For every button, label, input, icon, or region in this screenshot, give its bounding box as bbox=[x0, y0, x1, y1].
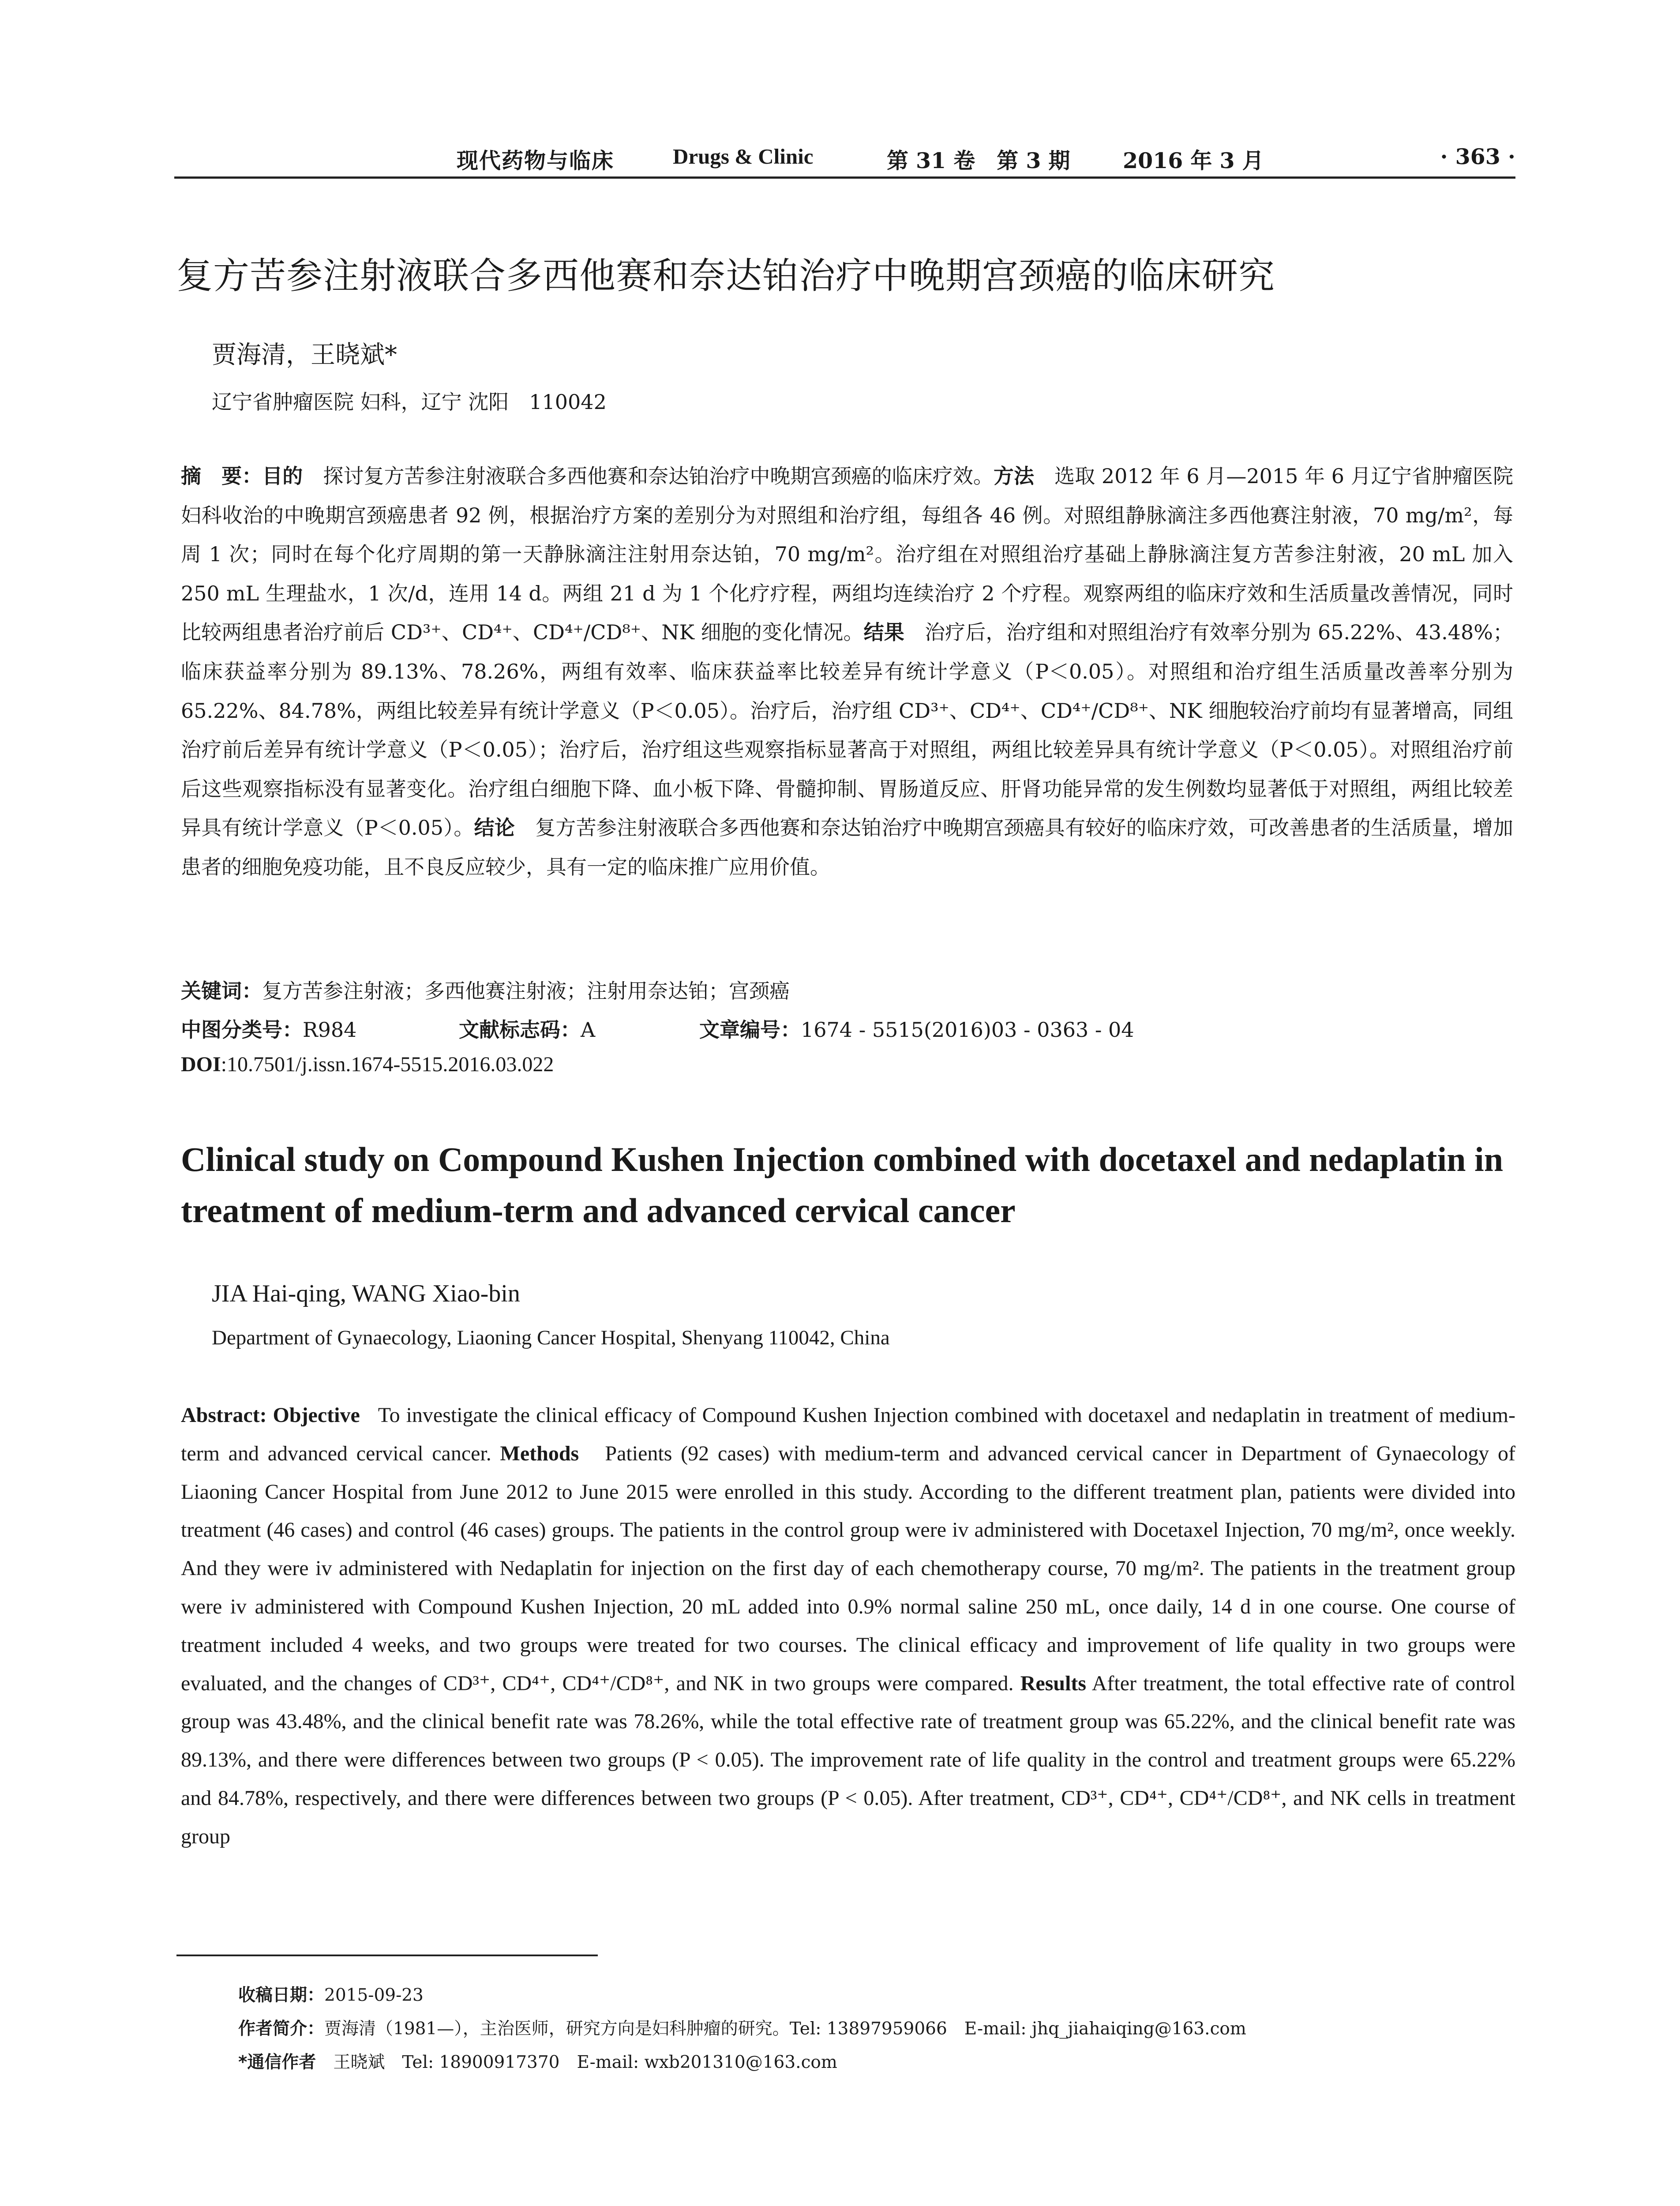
footnotes bbox=[238, 1979, 1246, 2079]
author-bio-value: 贾海清（1981—），主治医师，研究方向是妇科肿瘤的研究。Tel: 13897959066 E-mail: jhq_jiahaiqing@163.com bbox=[324, 2019, 1246, 2039]
article-no-value: 1674 - 5515(2016)03 - 0363 - 04 bbox=[801, 1018, 1134, 1042]
footnote-rule bbox=[176, 1955, 598, 1956]
journal-name-en: Drugs & Clinic bbox=[673, 144, 814, 169]
doc-code-label: 文献标志码： bbox=[459, 1018, 581, 1042]
doi-label: DOI bbox=[181, 1053, 221, 1076]
doc-code-value: A bbox=[581, 1018, 596, 1042]
received-value: 2015-09-23 bbox=[324, 1985, 424, 2005]
results-label-en: Results bbox=[1020, 1671, 1087, 1695]
received-label: 收稿日期： bbox=[238, 1985, 325, 2005]
methods-label-cn: 方法 bbox=[993, 464, 1035, 488]
conclusion-cn: 复方苦参注射液联合多西他赛和奈达铂治疗中晚期宫颈癌具有较好的临床疗效，可改善患者的生活质量，增加患者的细胞免疫功能，且不良反应较少，具有一定的临床推广应用价值。 bbox=[181, 816, 1513, 879]
running-header bbox=[174, 140, 1515, 176]
received-date bbox=[238, 1979, 1246, 2012]
keywords-value: 复方苦参注射液；多西他赛注射液；注射用奈达铂；宫颈癌 bbox=[262, 979, 790, 1003]
keywords bbox=[181, 975, 790, 1004]
issue-info: 第 31 卷 第 3 期 bbox=[887, 148, 1070, 173]
methods-cn: 选取 2012 年 6 月—2015 年 6 月辽宁省肿瘤医院妇科收治的中晚期宫颈癌患者 92 例，根据治疗方案的差别分为对照组和治疗组，每组各 46 例。对照组静脉滴注多西他赛注射液，70 mg/m²，每周 1 次；同时在每个化疗周期的第一天静脉滴注注射用奈达铂，70 mg/m²。治疗组在对照组治疗基础上静脉滴注复方苦参注射液，20 mL 加入 250 mL 生理盐水，1 次/d，连用 14 d。两组 21 d 为 1 个化疗疗程，两组均连续治疗 2 个疗程。观察两组的临床疗效和生活质量改善情况，同时比较两组患者治疗前后 CD³⁺、CD⁴⁺、CD⁴⁺/CD⁸⁺、NK 细胞的变化情况。 bbox=[181, 464, 1514, 645]
conclusion-label-cn: 结论 bbox=[474, 816, 515, 840]
article-no-label: 文章编号： bbox=[699, 1018, 801, 1042]
classification-line bbox=[181, 1014, 1134, 1043]
author-bio-label: 作者简介： bbox=[238, 2019, 325, 2039]
abstract-cn bbox=[181, 457, 1513, 887]
journal-name-cn: 现代药物与临床 bbox=[457, 148, 615, 173]
methods-label-en: Methods bbox=[500, 1441, 579, 1465]
abstract-cn-label: 摘 要： bbox=[181, 464, 262, 488]
issue-date: 2016 年 3 月 bbox=[1123, 148, 1264, 173]
article-title-en: Clinical study on Compound Kushen Injection combined with docetaxel and nedaplatin in treatment of medium-term and advanced cervical cancer bbox=[181, 1140, 1504, 1230]
corresponding-label: *通信作者 bbox=[238, 2052, 316, 2072]
article-title-cn: 复方苦参注射液联合多西他赛和奈达铂治疗中晚期宫颈癌的临床研究 bbox=[176, 255, 1275, 297]
keywords-label: 关键词： bbox=[181, 979, 262, 1003]
methods-en: Patients (92 cases) with medium-term and advanced cervical cancer in Department of Gynaecology of Liaoning Cancer Hospital from June 2012 to June 2015 were enrolled in this study. According to the different treatment plan, patients were divided into treatment (46 cases) and control (46 cases) groups. The patients in the control group were iv administered with Docetaxel Injection, 70 mg/m², once weekly. And they were iv administered with Nedaplatin for injection on the first day of each chemotherapy course, 70 mg/m². The patients in the treatment group were iv administered with Compound Kushen Injection, 20 mL added into 0.9% normal saline 250 mL, once daily, 14 d in one course. One course of treatment included 4 weeks, and two groups were treated for two courses. The clinical efficacy and improvement of life quality in two groups were evaluated, and the changes of CD³⁺, CD⁴⁺, CD⁴⁺/CD⁸⁺, and NK in two groups were compared. bbox=[181, 1441, 1516, 1695]
clc-value: R984 bbox=[303, 1018, 357, 1042]
abstract-en bbox=[181, 1396, 1515, 1856]
doi-value[interactable]: :10.7501/j.issn.1674-5515.2016.03.022 bbox=[221, 1053, 554, 1076]
affiliation-cn: 辽宁省肿瘤医院 妇科，辽宁 沈阳 110042 bbox=[212, 390, 607, 414]
objective-en: To investigate the clinical efficacy of Compound Kushen Injection combined with docetaxel and nedaplatin in treatment of medium-term and advanced cervical cancer. bbox=[181, 1403, 1515, 1465]
corresponding-author bbox=[238, 2046, 1246, 2079]
affiliation-en: Department of Gynaecology, Liaoning Cancer Hospital, Shenyang 110042, China bbox=[212, 1326, 890, 1349]
corresponding-value: 王晓斌 Tel: 18900917370 E-mail: wxb201310@163.com bbox=[333, 2052, 837, 2072]
results-cn: 治疗后，治疗组和对照组治疗有效率分别为 65.22%、43.48%；临床获益率分别为 89.13%、78.26%，两组有效率、临床获益率比较差异有统计学意义（P＜0.05）。对照组和治疗组生活质量改善率分别为 65.22%、84.78%，两组比较差异有统计学意义（P＜0.05）。治疗后，治疗组 CD³⁺、CD⁴⁺、CD⁴⁺/CD⁸⁺、NK 细胞较治疗前均有显著增高，同组治疗前后差异有统计学意义（P＜0.05）；治疗后，治疗组这些观察指标显著高于对照组，两组比较差异具有统计学意义（P＜0.05）。对照组治疗前后这些观察指标没有显著变化。治疗组白细胞下降、血小板下降、骨髓抑制、胃肠道反应、肝肾功能异常的发生例数均显著低于对照组，两组比较差异具有统计学意义（P＜0.05）。 bbox=[181, 620, 1514, 840]
objective-label-cn: 目的 bbox=[262, 464, 303, 488]
authors-cn: 贾海清，王晓斌* bbox=[212, 341, 397, 369]
page-number: · 363 · bbox=[1440, 144, 1515, 169]
results-en: After treatment, the total effective rate of control group was 43.48%, and the clinical benefit rate was 78.26%, while the total effective rate of treatment group was 65.22%, and the clinical benefit rate was 89.13%, and there were differences between two groups (P < 0.05). The improvement rate of life quality in the control and treatment groups were 65.22% and 84.78%, respectively, and there were differences between two groups (P < 0.05). After treatment, CD³⁺, CD⁴⁺, CD⁴⁺/CD⁸⁺, and NK cells in treatment group bbox=[181, 1671, 1516, 1848]
authors-en: JIA Hai-qing, WANG Xiao-bin bbox=[212, 1280, 520, 1307]
doi-line bbox=[181, 1052, 554, 1077]
objective-cn: 探讨复方苦参注射液联合多西他赛和奈达铂治疗中晚期宫颈癌的临床疗效。 bbox=[323, 464, 994, 488]
objective-label-en: Objective bbox=[273, 1403, 360, 1427]
author-bio bbox=[238, 2012, 1246, 2046]
clc-label: 中图分类号： bbox=[181, 1018, 303, 1042]
header-rule bbox=[174, 176, 1515, 179]
abstract-en-label: Abstract: bbox=[181, 1403, 267, 1427]
results-label-cn: 结果 bbox=[863, 620, 904, 645]
